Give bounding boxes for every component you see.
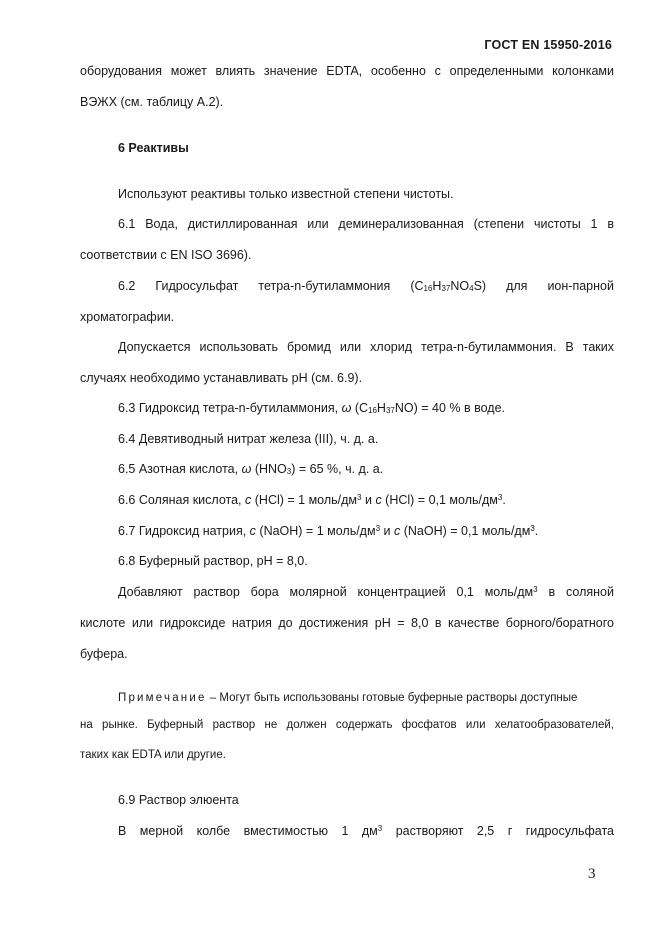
intro-line-1: оборудования может влиять значение EDTA, особенно с определенными колонками xyxy=(80,64,614,78)
omega-symbol: ω xyxy=(341,401,352,415)
item-6-8: 6.8 Буферный раствор, pH = 8,0. xyxy=(118,554,308,568)
page-number: 3 xyxy=(588,866,596,882)
item-6-2-note-line-1: Допускается использовать бромид или хлорид тетра-n-бутиламмония. В таких xyxy=(118,340,614,354)
item-6-2-note-line-2: случаях необходимо устанавливать pH (см. 6.9). xyxy=(80,371,363,385)
item-6-9-desc: В мерной колбе вместимостью 1 $дм^3$ растворяют 2,5 г гидросульфата xyxy=(118,824,614,838)
intro-line-2: ВЭЖХ (см. таблицу А.2). xyxy=(80,95,224,109)
item-6-2-suffix: для ион-парной xyxy=(506,279,614,293)
item-6-3: 6.3 Гидроксид тетра-n-бутиламмония, ω $(C_{16}H_{37}NO) = 40$ % в воде. xyxy=(118,401,506,415)
item-6-2-line-1 xyxy=(118,278,614,294)
note-line-1: Примечание – Могут быть использованы готовые буферные растворы доступные xyxy=(118,692,578,704)
item-6-2-name: Гидросульфат тетра-n-бутиламмония xyxy=(155,279,391,293)
item-6-7: 6.7 Гидроксид натрия, c (NaOH) = 1 моль/$дм^3$ и c (NaOH) = 0,1 моль/$дм^3$. xyxy=(118,524,539,538)
item-6-8-desc-line-2: кислоте или гидроксиде натрия до достижения pH = 8,0 в качестве борного/боратного xyxy=(80,616,614,630)
item-6-5: 6.5 Азотная кислота, ω $(HNO_3) = 65$ %, ч. д. а. xyxy=(118,462,384,476)
item-6-6: 6.6 Соляная кислота, c (HCl) = 1 моль/$дм^3$ и c (HCl) = 0,1 моль/$дм^3$. xyxy=(118,493,506,507)
item-6-8-desc-line-3: буфера. xyxy=(80,647,128,661)
omega-symbol: ω xyxy=(241,462,252,476)
item-6-1-line-1: 6.1 Вода, дистиллированная или деминерализованная (степени чистоты 1 в xyxy=(118,217,614,231)
item-6-8-desc-line-1: Добавляют раствор бора молярной концентрацией 0,1 моль/$дм^3$ в соляной xyxy=(118,585,614,599)
reagents-intro: Используют реактивы только известной степени чистоты. xyxy=(118,187,454,201)
note-line-3: таких как EDTA или другие. xyxy=(80,749,226,761)
note-label: Примечание xyxy=(118,692,207,704)
item-6-2-line-2: хроматографии. xyxy=(80,310,175,324)
item-6-2-formula: $(C_{16}H_{37}NO_4S)$ xyxy=(410,279,487,293)
section-title: 6 Реактивы xyxy=(118,141,189,155)
document-standard-id: ГОСТ EN 15950-2016 xyxy=(484,38,612,52)
item-6-1-line-2: соответствии с EN ISO 3696). xyxy=(80,248,252,262)
item-6-2-number: 6.2 xyxy=(118,279,136,293)
note-line-2: на рынке. Буферный раствор не должен содержать фосфатов или хелатообразователей, xyxy=(80,719,614,731)
item-6-4: 6.4 Девятиводный нитрат железа (III), ч. д. а. xyxy=(118,432,379,446)
item-6-9: 6.9 Раствор элюента xyxy=(118,793,239,807)
